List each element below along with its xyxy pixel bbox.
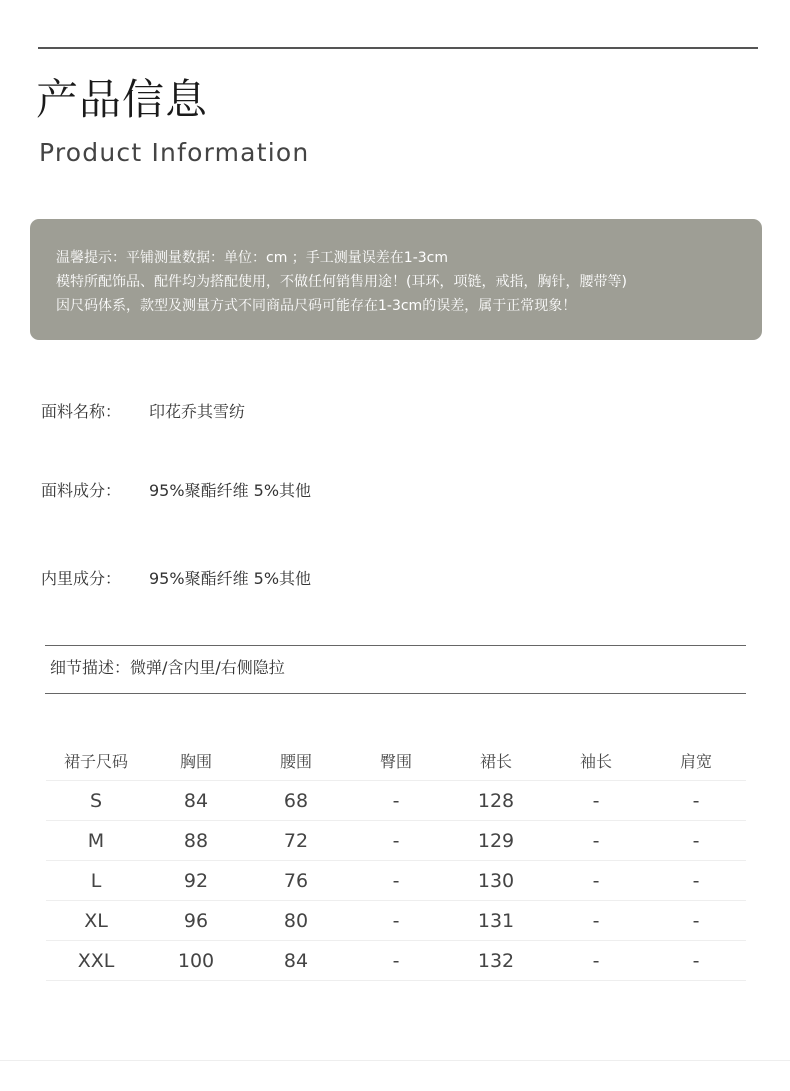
table-cell: 84 — [146, 781, 246, 821]
page-subtitle: Product Information — [39, 138, 310, 167]
table-cell: 68 — [246, 781, 346, 821]
table-cell: - — [546, 941, 646, 981]
table-cell: 76 — [246, 861, 346, 901]
header-shoulder-width: 肩宽 — [646, 740, 746, 781]
table-cell: - — [346, 941, 446, 981]
fabric-composition-field — [41, 480, 311, 502]
table-row — [46, 861, 746, 901]
table-cell: L — [46, 861, 146, 901]
table-cell: - — [346, 861, 446, 901]
table-cell: - — [546, 901, 646, 941]
header-sleeve-length: 袖长 — [546, 740, 646, 781]
header-size: 裙子尺码 — [46, 740, 146, 781]
header-waist: 腰围 — [246, 740, 346, 781]
fabric-composition-label: 面料成分： — [41, 481, 122, 500]
detail-description — [50, 657, 285, 679]
detail-bottom-divider — [45, 693, 746, 694]
table-cell: - — [646, 821, 746, 861]
table-cell: 72 — [246, 821, 346, 861]
table-header-row — [46, 740, 746, 781]
top-divider — [38, 47, 758, 49]
table-row — [46, 901, 746, 941]
lining-composition-field — [41, 568, 311, 590]
table-cell: 128 — [446, 781, 546, 821]
table-cell: - — [546, 861, 646, 901]
lining-composition-label: 内里成分： — [41, 569, 122, 588]
detail-label: 细节描述： — [50, 658, 131, 677]
table-cell: 100 — [146, 941, 246, 981]
table-cell: XL — [46, 901, 146, 941]
table-row — [46, 941, 746, 981]
table-cell: S — [46, 781, 146, 821]
detail-top-divider — [45, 645, 746, 646]
detail-value: 微弹/含内里/右侧隐拉 — [130, 658, 285, 677]
size-table — [46, 740, 746, 981]
table-cell: 92 — [146, 861, 246, 901]
table-cell: - — [546, 781, 646, 821]
fabric-composition-value: 95%聚酯纤维 5%其他 — [149, 481, 312, 500]
table-cell: - — [546, 821, 646, 861]
bottom-divider — [0, 1060, 790, 1061]
notice-line: 模特所配饰品、配件均为搭配使用，不做任何销售用途！(耳环，项链，戒指，胸针，腰带等) — [56, 274, 627, 290]
notice-line: 温馨提示：平铺测量数据：单位：cm ；手工测量误差在1-3cm — [56, 250, 448, 266]
table-row — [46, 821, 746, 861]
table-cell: - — [346, 821, 446, 861]
table-cell: - — [646, 861, 746, 901]
table-cell: - — [646, 781, 746, 821]
lining-composition-value: 95%聚酯纤维 5%其他 — [149, 569, 312, 588]
fabric-name-label: 面料名称： — [41, 402, 122, 421]
header-hip: 臀围 — [346, 740, 446, 781]
fabric-name-value: 印花乔其雪纺 — [149, 402, 246, 421]
table-cell: 96 — [146, 901, 246, 941]
table-row — [46, 781, 746, 821]
table-cell: 80 — [246, 901, 346, 941]
table-cell: - — [346, 901, 446, 941]
table-cell: XXL — [46, 941, 146, 981]
table-cell: 88 — [146, 821, 246, 861]
notice-line: 因尺码体系，款型及测量方式不同商品尺码可能存在1-3cm的误差，属于正常现象！ — [56, 298, 577, 314]
table-cell: M — [46, 821, 146, 861]
notice-box — [30, 219, 762, 340]
table-cell: - — [646, 901, 746, 941]
table-cell: - — [346, 781, 446, 821]
table-cell: 84 — [246, 941, 346, 981]
table-cell: 129 — [446, 821, 546, 861]
header-bust: 胸围 — [146, 740, 246, 781]
table-cell: - — [646, 941, 746, 981]
header-dress-length: 裙长 — [446, 740, 546, 781]
fabric-name-field — [41, 401, 245, 423]
table-cell: 132 — [446, 941, 546, 981]
page-title: 产品信息 — [36, 75, 209, 124]
table-cell: 130 — [446, 861, 546, 901]
table-cell: 131 — [446, 901, 546, 941]
